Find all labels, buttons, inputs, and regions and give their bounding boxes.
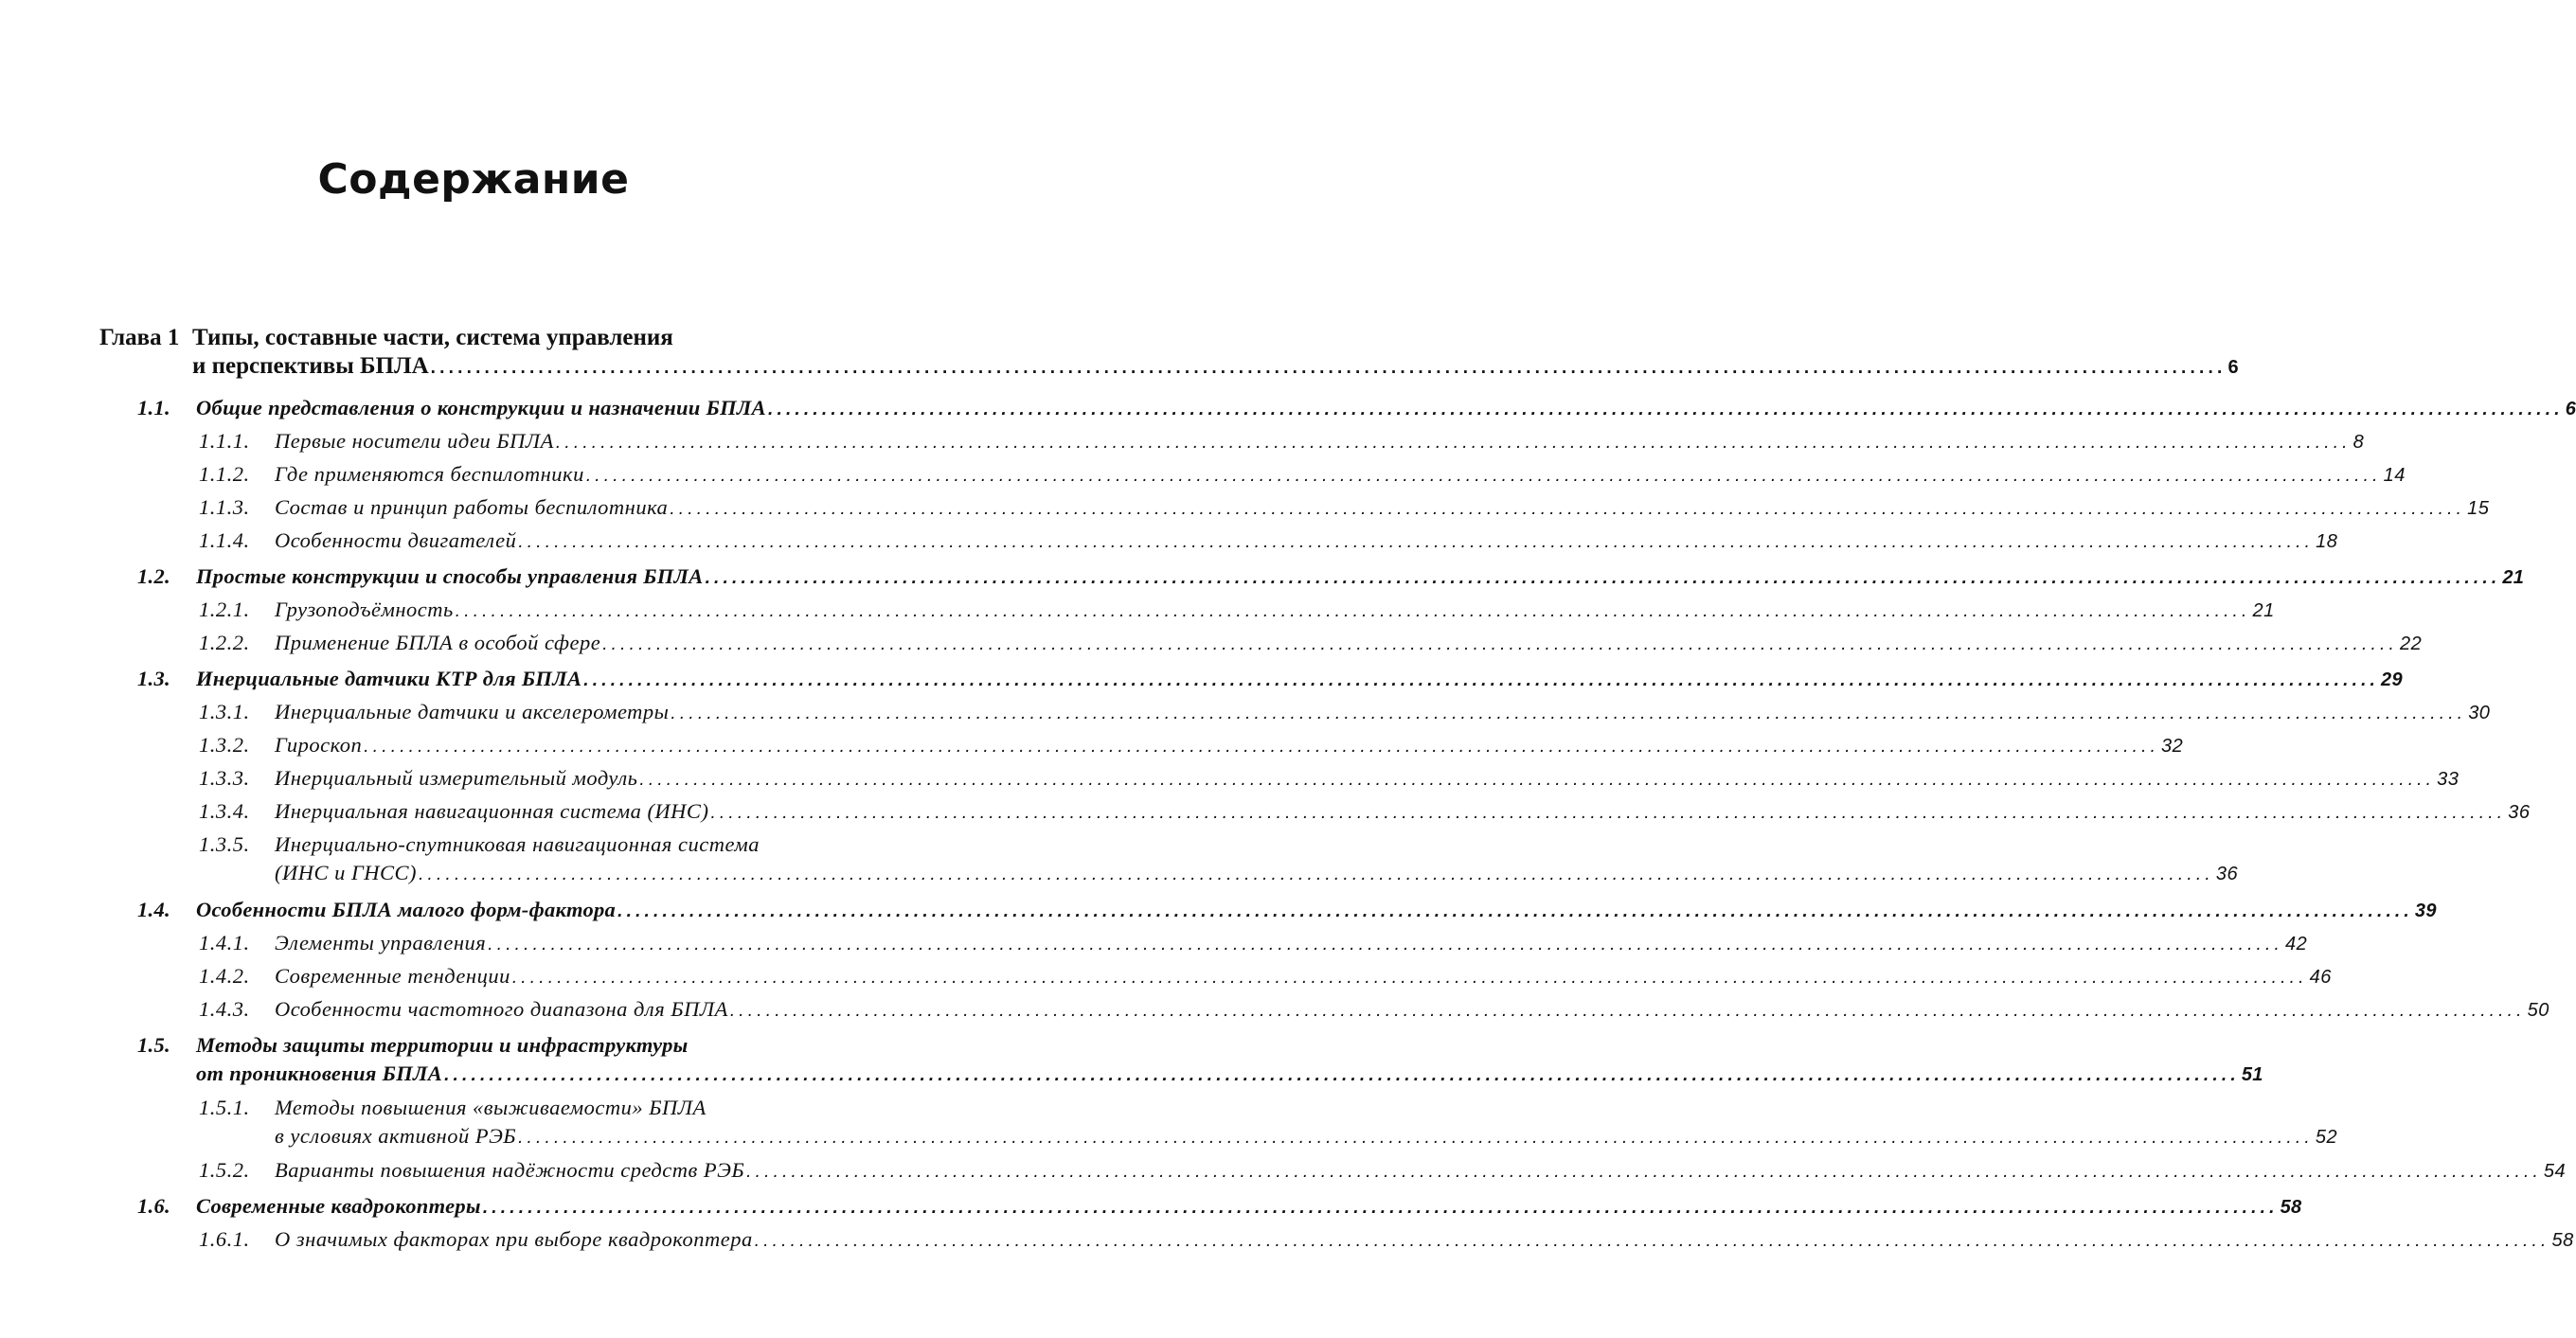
entry-title: (ИНС и ГНСС) [275,861,418,884]
entry-title: Современные тенденции [275,964,510,988]
entry-number: 1.2.1. [199,598,250,621]
entry-body [275,993,2549,1026]
entry-body [275,594,2275,627]
toc-entry-sub[interactable] [0,1154,2567,1187]
toc-entry-sub[interactable] [0,829,2239,891]
entry-title: Варианты повышения надёжности средств РЭБ [275,1158,745,1182]
entry-title-line [275,491,2490,525]
entry-number: 1.3.4. [199,799,250,823]
entry-body [196,663,2403,696]
page-number: 6 [2565,399,2576,419]
toc-entry-section[interactable] [0,1029,2263,1092]
entry-title-line [275,762,2460,795]
entry-number: 1.3.1. [199,700,250,723]
entry-body [196,392,2576,425]
toc-entry-sub[interactable] [0,594,2275,627]
page-number: 52 [2315,1127,2338,1148]
page-number: 29 [2381,669,2403,690]
entry-title-line [275,425,2365,458]
leader-dots: ........................................................................................................................................................................................................ [555,433,2352,453]
entry-title: в условиях активной РЭБ [275,1124,517,1148]
entry-title-line [275,458,2406,491]
page-number: 33 [2437,769,2460,790]
leader-dots: ........................................................................................................................................................................................................ [602,634,2398,654]
entry-title-line [275,696,2491,729]
page-number: 22 [2399,633,2423,654]
entry-title-line [275,627,2423,660]
page-number: 42 [2285,934,2308,954]
toc-entry-section[interactable] [0,894,2437,927]
toc-entry-sub[interactable] [0,1223,2574,1257]
entry-body [275,458,2406,491]
leader-dots: ........................................................................................................................................................................................................ [710,803,2507,823]
entry-number: 1.3. [137,667,170,690]
entry-body [275,830,2239,889]
entry-body [275,729,2184,762]
entry-body [275,491,2490,525]
page-title: Содержание [317,155,630,205]
leader-dots: ........................................................................................................................................................................................................ [767,400,2564,419]
entry-body [275,1094,2338,1152]
toc-entry-section[interactable] [0,392,2576,425]
leader-dots: ........................................................................................................................................................................................................ [482,1198,2279,1218]
toc-entry-sub[interactable] [0,927,2308,960]
leader-dots: ........................................................................................................................................................................................................ [518,532,2315,552]
entry-title: Применение БПЛА в особой сфере [275,631,601,654]
leader-dots: ........................................................................................................................................................................................................ [364,737,2160,757]
entry-title: Простые конструкции и способы управления БПЛА [196,564,704,588]
entry-title-line [275,1223,2574,1257]
page-number: 30 [2468,703,2491,723]
leader-dots: ........................................................................................................................................................................................................ [585,466,2382,486]
entry-title: О значимых факторах при выборе квадрокоптера [275,1227,753,1251]
entry-title: Состав и принцип работы беспилотника [275,495,669,519]
entry-body [196,1031,2263,1090]
entry-title-line [196,561,2525,594]
entry-title-line [196,894,2437,927]
toc-entry-section[interactable] [0,663,2403,696]
page-number: 51 [2241,1064,2263,1085]
page-number: 54 [2543,1161,2567,1182]
entry-title: Общие представления о конструкции и назначении БПЛА [196,396,766,419]
entry-title: и перспективы БПЛА [192,353,429,379]
entry-number: 1.1.2. [199,462,250,486]
leader-dots: ........................................................................................................................................................................................................ [670,499,2466,519]
leader-dots: ........................................................................................................................................................................................................ [430,358,2227,378]
entry-title-line [275,927,2308,960]
toc-entry-sub[interactable] [0,696,2491,729]
toc-entry-sub[interactable] [0,627,2423,660]
entry-number: 1.4.2. [199,964,250,988]
entry-number: 1.4. [137,898,170,921]
leader-dots: ........................................................................................................................................................................................................ [511,968,2308,988]
page-number: 58 [2551,1230,2574,1251]
leader-dots: ........................................................................................................................................................................................................ [419,865,2214,884]
entry-title-line [192,324,849,352]
page-number: 36 [2215,864,2239,884]
entry-title: от проникновения БПЛА [196,1061,443,1085]
toc-entry-sub[interactable] [0,795,2531,829]
entry-number: 1.3.3. [199,766,250,790]
entry-title: Особенности двигателей [275,528,517,552]
toc-entry-section[interactable] [0,1190,2302,1223]
entry-title: Элементы управления [275,931,487,954]
page-number: 18 [2316,531,2338,552]
toc-entry-sub[interactable] [0,960,2332,993]
entry-number: 1.5.2. [199,1158,250,1182]
leader-dots: ........................................................................................................................................................................................................ [705,568,2501,588]
entry-body [275,627,2423,660]
entry-title: Гироскоп [275,733,363,757]
leader-dots: ........................................................................................................................................................................................................ [518,1128,2314,1148]
entry-number: 1.3.2. [199,733,250,757]
page-number: 36 [2508,802,2531,823]
entry-body [196,561,2525,594]
entry-number: 1.1.1. [199,429,250,453]
entry-title-line [275,729,2184,762]
entry-title-line [196,392,2576,425]
entry-body [275,795,2531,829]
entry-body [275,696,2491,729]
toc-entry-chapter[interactable] [0,322,2239,384]
toc-entry-sub[interactable] [0,729,2184,762]
leader-dots: ........................................................................................................................................................................................................ [746,1162,2542,1182]
toc-entry-sub[interactable] [0,425,2365,458]
entry-title: Особенности БПЛА малого форм-фактора [196,898,617,921]
entry-body [275,1154,2567,1187]
leader-dots: ........................................................................................................................................................................................................ [444,1065,2240,1085]
toc-entry-sub[interactable] [0,762,2460,795]
page-number: 46 [2309,967,2332,988]
entry-title-line [196,1190,2302,1223]
entry-title-line [275,525,2338,558]
leader-dots: ........................................................................................................................................................................................................ [455,601,2251,621]
toc-entry-sub[interactable] [0,458,2406,491]
entry-title-line [275,1154,2567,1187]
entry-title-line [275,830,849,859]
entry-title: Где применяются беспилотники [275,462,584,486]
entry-title: Особенности частотного диапазона для БПЛА [275,997,728,1021]
page-number: 21 [2502,567,2525,588]
entry-title-line [275,1122,2338,1152]
entry-body [275,762,2460,795]
page-number: 32 [2161,736,2184,757]
leader-dots: ........................................................................................................................................................................................................ [639,770,2436,790]
entry-title-line [196,663,2403,696]
entry-body [275,927,2308,960]
entry-title: Современные квадрокоптеры [196,1194,481,1218]
leader-dots: ........................................................................................................................................................................................................ [671,704,2467,723]
entry-title-line [275,859,2239,889]
entry-body [196,1190,2302,1223]
entry-number: 1.1.4. [199,528,250,552]
entry-number: 1.2. [137,564,170,588]
entry-title-line [275,594,2275,627]
entry-title: Грузоподъёмность [275,598,454,621]
page-number: 58 [2280,1197,2302,1218]
entry-number: 1.2.2. [199,631,250,654]
entry-title: Инерциально-спутниковая навигационная система [275,832,760,856]
entry-title-line [275,795,2531,829]
entry-title: Инерциальная навигационная система (ИНС) [275,799,709,823]
page-number: 39 [2414,901,2437,921]
entry-body [275,960,2332,993]
entry-title: Методы защиты территории и инфраструктуры [196,1033,689,1057]
entry-title: Инерциальные датчики и акселерометры [275,700,670,723]
page-number: 15 [2467,498,2490,519]
entry-number: 1.4.1. [199,931,250,954]
entry-body [192,324,2239,383]
toc-entry-sub[interactable] [0,993,2549,1026]
leader-dots: ........................................................................................................................................................................................................ [729,1001,2526,1021]
entry-number: 1.4.3. [199,997,250,1021]
page-number: 50 [2527,1000,2549,1021]
entry-number: 1.1.3. [199,495,250,519]
entry-title-line [192,352,2239,383]
entry-title-line [275,993,2549,1026]
entry-title-line [196,1060,2263,1090]
leader-dots: ........................................................................................................................................................................................................ [754,1231,2550,1251]
toc-entry-sub[interactable] [0,491,2490,525]
entry-title: Инерциальные датчики КТР для БПЛА [196,667,582,690]
leader-dots: ........................................................................................................................................................................................................ [488,935,2283,954]
entry-body [275,1223,2574,1257]
entry-body [275,425,2365,458]
page-number: 21 [2252,600,2275,621]
leader-dots: ........................................................................................................................................................................................................ [583,670,2380,690]
table-of-contents [0,322,2576,1257]
entry-number: 1.6. [137,1194,170,1218]
toc-entry-sub[interactable] [0,525,2338,558]
entry-title: Методы повышения «выживаемости» БПЛА [275,1096,707,1119]
entry-title-line [196,1031,849,1060]
entry-number: 1.5.1. [199,1096,250,1119]
entry-body [196,894,2437,927]
entry-title: Инерциальный измерительный модуль [275,766,638,790]
page-number: 8 [2352,432,2365,453]
entry-title: Типы, составные части, система управления [192,325,673,350]
page-number: 14 [2383,465,2406,486]
toc-entry-section[interactable] [0,561,2525,594]
entry-number: Глава 1 [99,325,180,350]
entry-number: 1.3.5. [199,832,250,856]
entry-number: 1.1. [137,396,170,419]
entry-body [275,525,2338,558]
entry-title-line [275,960,2332,993]
entry-number: 1.5. [137,1033,170,1057]
page-number: 6 [2227,357,2239,378]
toc-entry-sub[interactable] [0,1092,2338,1154]
leader-dots: ........................................................................................................................................................................................................ [617,901,2413,921]
entry-title: Первые носители идеи БПЛА [275,429,554,453]
entry-title-line [275,1094,849,1122]
entry-number: 1.6.1. [199,1227,250,1251]
